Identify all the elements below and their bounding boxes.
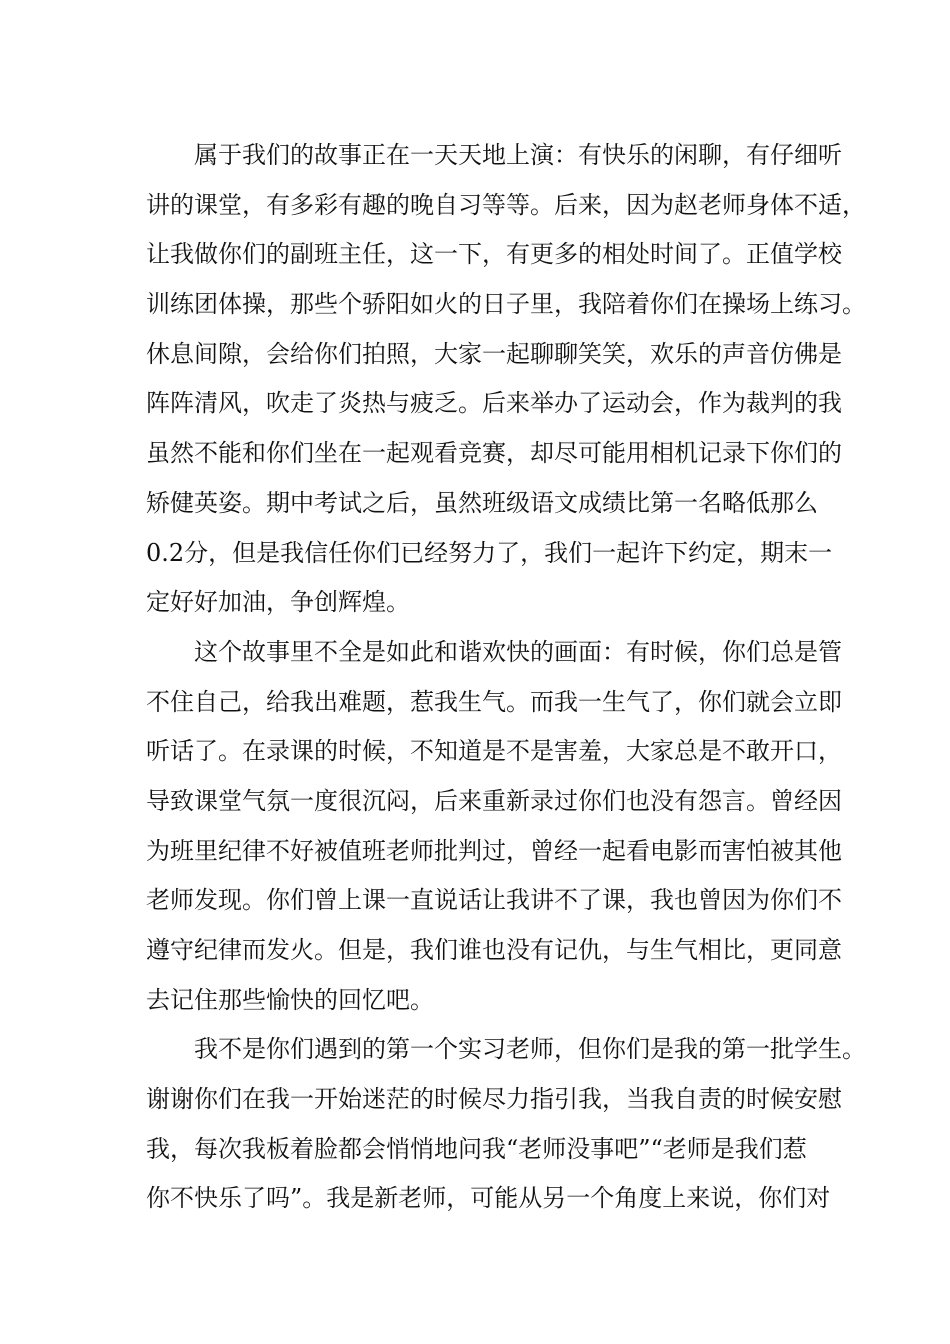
document-body	[146, 131, 866, 1224]
text-line: 我不是你们遇到的第一个实习老师，但你们是我的第一批学生。	[194, 1035, 866, 1064]
text-line: 导致课堂气氛一度很沉闷，后来重新录过你们也没有怨言。曾经因	[146, 786, 842, 815]
text-line: 训练团体操，那些个骄阳如火的日子里，我陪着你们在操场上练习。	[146, 290, 866, 319]
text-line: 听话了。在录课的时候，不知道是不是害羞，大家总是不敢开口，	[146, 737, 842, 766]
text-line: 遵守纪律而发火。但是，我们谁也没有记仇，与生气相比，更同意	[146, 936, 842, 964]
text-line: 你不快乐了吗”。我是新老师，可能从另一个角度上来说，你们对	[146, 1184, 831, 1213]
paragraph-3	[146, 1025, 866, 1224]
text-line: 矫健英姿。期中考试之后，虽然班级语文成绩比第一名略低那么	[146, 488, 818, 517]
paragraph-1	[146, 131, 866, 628]
text-line: 属于我们的故事正在一天天地上演：有快乐的闲聊，有仔细听	[194, 141, 842, 169]
text-line: 不住自己，给我出难题，惹我生气。而我一生气了，你们就会立即	[146, 687, 842, 716]
text-line: 我，每次我板着脸都会悄悄地问我“老师没事吧”“老师是我们惹	[146, 1134, 807, 1163]
text-line: 谢谢你们在我一开始迷茫的时候尽力指引我，当我自责的时候安慰	[146, 1085, 842, 1114]
text-line: 休息间隙，会给你们拍照，大家一起聊聊笑笑，欢乐的声音仿佛是	[146, 339, 842, 368]
text-line: 让我做你们的副班主任，这一下，有更多的相处时间了。正值学校	[146, 240, 842, 269]
paragraph-2	[146, 628, 846, 1026]
text-line: 老师发现。你们曾上课一直说话让我讲不了课，我也曾因为你们不	[146, 886, 842, 915]
text-line: 定好好加油，争创辉煌。	[146, 588, 410, 617]
text-line: 去记住那些愉快的回忆吧。	[146, 985, 434, 1014]
text-line: 虽然不能和你们坐在一起观看竞赛，却尽可能用相机记录下你们的	[146, 439, 842, 468]
text-line: 讲的课堂，有多彩有趣的晚自习等等。后来，因为赵老师身体不适，	[146, 190, 866, 219]
text-line: 阵阵清风，吹走了炎热与疲乏。后来举办了运动会，作为裁判的我	[146, 389, 842, 418]
text-line: 0.2分，但是我信任你们已经努力了，我们一起许下约定，期末一	[146, 538, 833, 567]
text-line: 这个故事里不全是如此和谐欢快的画面：有时候，你们总是管	[194, 637, 842, 666]
text-line: 为班里纪律不好被值班老师批判过，曾经一起看电影而害怕被其他	[146, 836, 842, 865]
